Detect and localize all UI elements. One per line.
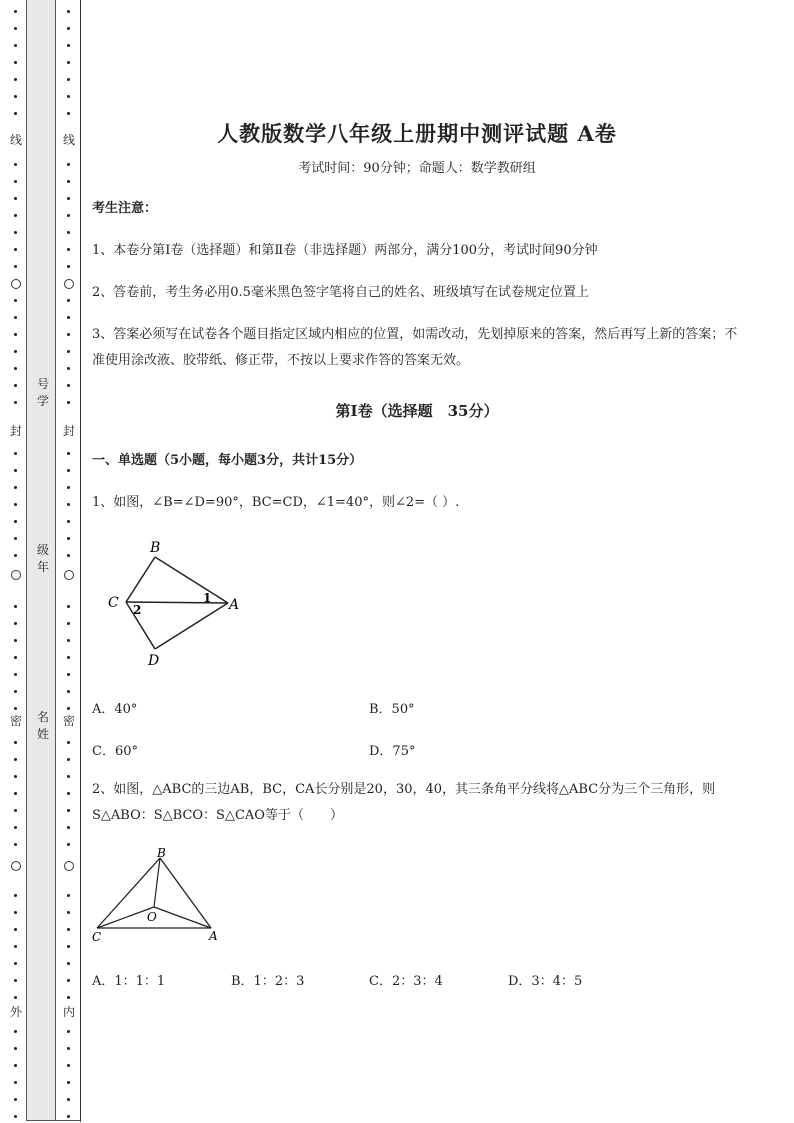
dot: [14, 350, 17, 353]
dot: [14, 180, 17, 183]
question-2-figure: [92, 845, 232, 945]
field-label: 名 姓: [36, 710, 49, 741]
dot: [67, 673, 70, 676]
dot: [67, 945, 70, 948]
dot: [14, 469, 17, 472]
dot: [14, 384, 17, 387]
dot: [14, 112, 17, 115]
dot: [67, 809, 70, 812]
notice-item-2: 2、答卷前，考生务必用0.5毫米黑色签字笔将自己的姓名、班级填写在试卷规定位置上: [92, 285, 589, 300]
dot: [67, 554, 70, 557]
dot: [14, 673, 17, 676]
dot: [14, 979, 17, 982]
q1-option-b: B．50°: [369, 702, 415, 717]
dot: [14, 775, 17, 778]
label-c: C: [92, 930, 102, 944]
seal-mark-secret: 密: [9, 714, 22, 728]
angle-2-label: 2: [133, 603, 142, 617]
dot: [14, 639, 17, 642]
dot: [67, 707, 70, 710]
dot: [67, 299, 70, 302]
dot: [14, 1047, 17, 1050]
dot: [14, 401, 17, 404]
q1-option-c: C．60°: [92, 744, 138, 759]
dot: [14, 231, 17, 234]
dot: [67, 78, 70, 81]
name-field: [33, 709, 53, 743]
seal-mark-seal: 封: [9, 424, 22, 438]
dot: [67, 197, 70, 200]
dot: [67, 775, 70, 778]
question-1-text: 1、如图，∠B=∠D=90°，BC=CD，∠1=40°，则∠2=（ ）.: [92, 495, 460, 510]
q1-option-d: D．75°: [369, 744, 416, 759]
dot: [14, 962, 17, 965]
label-c: C: [108, 595, 119, 611]
label-b: B: [157, 846, 166, 860]
field-label: 级 年: [36, 543, 49, 574]
dot: [14, 758, 17, 761]
circle-icon: [64, 279, 74, 289]
dot: [67, 792, 70, 795]
dot: [67, 452, 70, 455]
dot: [14, 316, 17, 319]
angle-1-label: 1: [203, 591, 212, 605]
dot: [67, 928, 70, 931]
dot: [14, 911, 17, 914]
seal-line: [80, 0, 81, 1122]
notice-heading: 考生注意：: [92, 201, 158, 216]
outer-dotted-line: [6, 0, 26, 1123]
dot: [67, 265, 70, 268]
seal-mark-outer: 外: [9, 1005, 22, 1019]
dot: [14, 452, 17, 455]
dot: [67, 180, 70, 183]
circle-icon: [11, 279, 21, 289]
dot: [14, 265, 17, 268]
dot: [14, 1030, 17, 1033]
dot: [14, 248, 17, 251]
q2-option-c: C．2：3：4: [369, 974, 443, 989]
dot: [14, 1081, 17, 1084]
dot: [14, 656, 17, 659]
dot: [67, 656, 70, 659]
dot: [14, 367, 17, 370]
label-a: A: [229, 597, 240, 613]
dot: [67, 1081, 70, 1084]
dot: [14, 843, 17, 846]
inner-mark-inner: 内: [62, 1005, 75, 1019]
binding-margin: [0, 0, 90, 1123]
exam-subtitle: 考试时间：90分钟；命题人：数学教研组: [298, 161, 536, 176]
dot: [14, 554, 17, 557]
dot: [67, 333, 70, 336]
dot: [67, 962, 70, 965]
dot: [14, 690, 17, 693]
dot: [67, 486, 70, 489]
dot: [14, 707, 17, 710]
dot: [67, 27, 70, 30]
dot: [14, 27, 17, 30]
inner-dotted-line: [59, 0, 79, 1123]
dot: [67, 1064, 70, 1067]
dot: [14, 928, 17, 931]
dot: [14, 214, 17, 217]
dot: [67, 843, 70, 846]
dot: [67, 979, 70, 982]
circle-icon: [64, 570, 74, 580]
inner-mark-seal: 封: [62, 424, 75, 438]
dot: [14, 520, 17, 523]
dot: [14, 163, 17, 166]
field-label: 号 学: [36, 377, 49, 408]
dot: [67, 894, 70, 897]
page-title: 人教版数学八年级上册期中测评试题 A卷: [217, 121, 617, 146]
dot: [14, 10, 17, 13]
dot: [67, 996, 70, 999]
dot: [67, 401, 70, 404]
dot: [67, 248, 70, 251]
dot: [67, 214, 70, 217]
section-heading: 一、单选题（5小题，每小题3分，共计15分）: [92, 453, 363, 468]
circle-icon: [11, 861, 21, 871]
label-a: A: [209, 929, 218, 943]
dot: [14, 809, 17, 812]
dot: [67, 1098, 70, 1101]
dot: [67, 95, 70, 98]
dot: [67, 469, 70, 472]
dot: [14, 894, 17, 897]
label-o: O: [147, 910, 157, 924]
q2-option-d: D．3：4：5: [508, 974, 583, 989]
question-1-figure: [102, 532, 262, 672]
dot: [14, 792, 17, 795]
dot: [67, 10, 70, 13]
dot: [14, 945, 17, 948]
dot: [14, 605, 17, 608]
dot: [14, 78, 17, 81]
q1-option-a: A．40°: [92, 702, 138, 717]
student-number-field: [33, 376, 53, 410]
dot: [14, 44, 17, 47]
dot: [14, 299, 17, 302]
dot: [14, 1064, 17, 1067]
dot: [67, 1047, 70, 1050]
inner-mark-secret: 密: [62, 714, 75, 728]
q2-option-b: B．1：2：3: [231, 974, 305, 989]
dot: [14, 486, 17, 489]
dot: [67, 112, 70, 115]
dot: [14, 333, 17, 336]
dot: [67, 826, 70, 829]
dot: [14, 503, 17, 506]
dot: [67, 231, 70, 234]
dot: [14, 95, 17, 98]
dot: [67, 690, 70, 693]
dot: [67, 1030, 70, 1033]
dot: [67, 503, 70, 506]
dot: [67, 163, 70, 166]
dot: [67, 758, 70, 761]
notice-item-3: 3、答案必须写在试卷各个题目指定区域内相应的位置，如需改动，先划掉原来的答案，然后再写上新的答案；不准使用涂改液、胶带纸、修正带，不按以上要求作答的答案无效。: [92, 327, 738, 368]
dot: [67, 44, 70, 47]
dot: [67, 316, 70, 319]
label-b: B: [150, 540, 161, 556]
dot: [67, 61, 70, 64]
inner-mark-line: 线: [62, 133, 75, 147]
dot: [67, 911, 70, 914]
grade-field: [33, 542, 53, 576]
dot: [67, 537, 70, 540]
dot: [67, 1115, 70, 1118]
circle-icon: [64, 861, 74, 871]
notice-item-1: 1、本卷分第I卷（选择题）和第Ⅱ卷（非选择题）两部分，满分100分，考试时间90分钟: [92, 243, 598, 258]
dot: [67, 741, 70, 744]
part1-title: 第I卷（选择题 35分）: [335, 402, 499, 420]
q2-option-a: A．1：1：1: [92, 974, 166, 989]
dot: [67, 384, 70, 387]
dot: [14, 622, 17, 625]
dot: [67, 605, 70, 608]
dot: [14, 996, 17, 999]
dot: [14, 537, 17, 540]
question-2-text: 2、如图，△ABC的三边AB，BC，CA长分别是20，30，40，其三条角平分线将△ABC分为三个三角形，则S△ABO：S△BCO：S△CAO等于（ ）: [92, 782, 716, 823]
dot: [14, 1115, 17, 1118]
dot: [67, 367, 70, 370]
label-d: D: [148, 653, 160, 669]
seal-mark-line: 线: [9, 133, 22, 147]
dot: [14, 826, 17, 829]
dot: [67, 622, 70, 625]
dot: [14, 1098, 17, 1101]
dot: [67, 520, 70, 523]
dot: [67, 350, 70, 353]
dot: [67, 639, 70, 642]
circle-icon: [11, 570, 21, 580]
dot: [14, 197, 17, 200]
dot: [14, 741, 17, 744]
dot: [14, 61, 17, 64]
